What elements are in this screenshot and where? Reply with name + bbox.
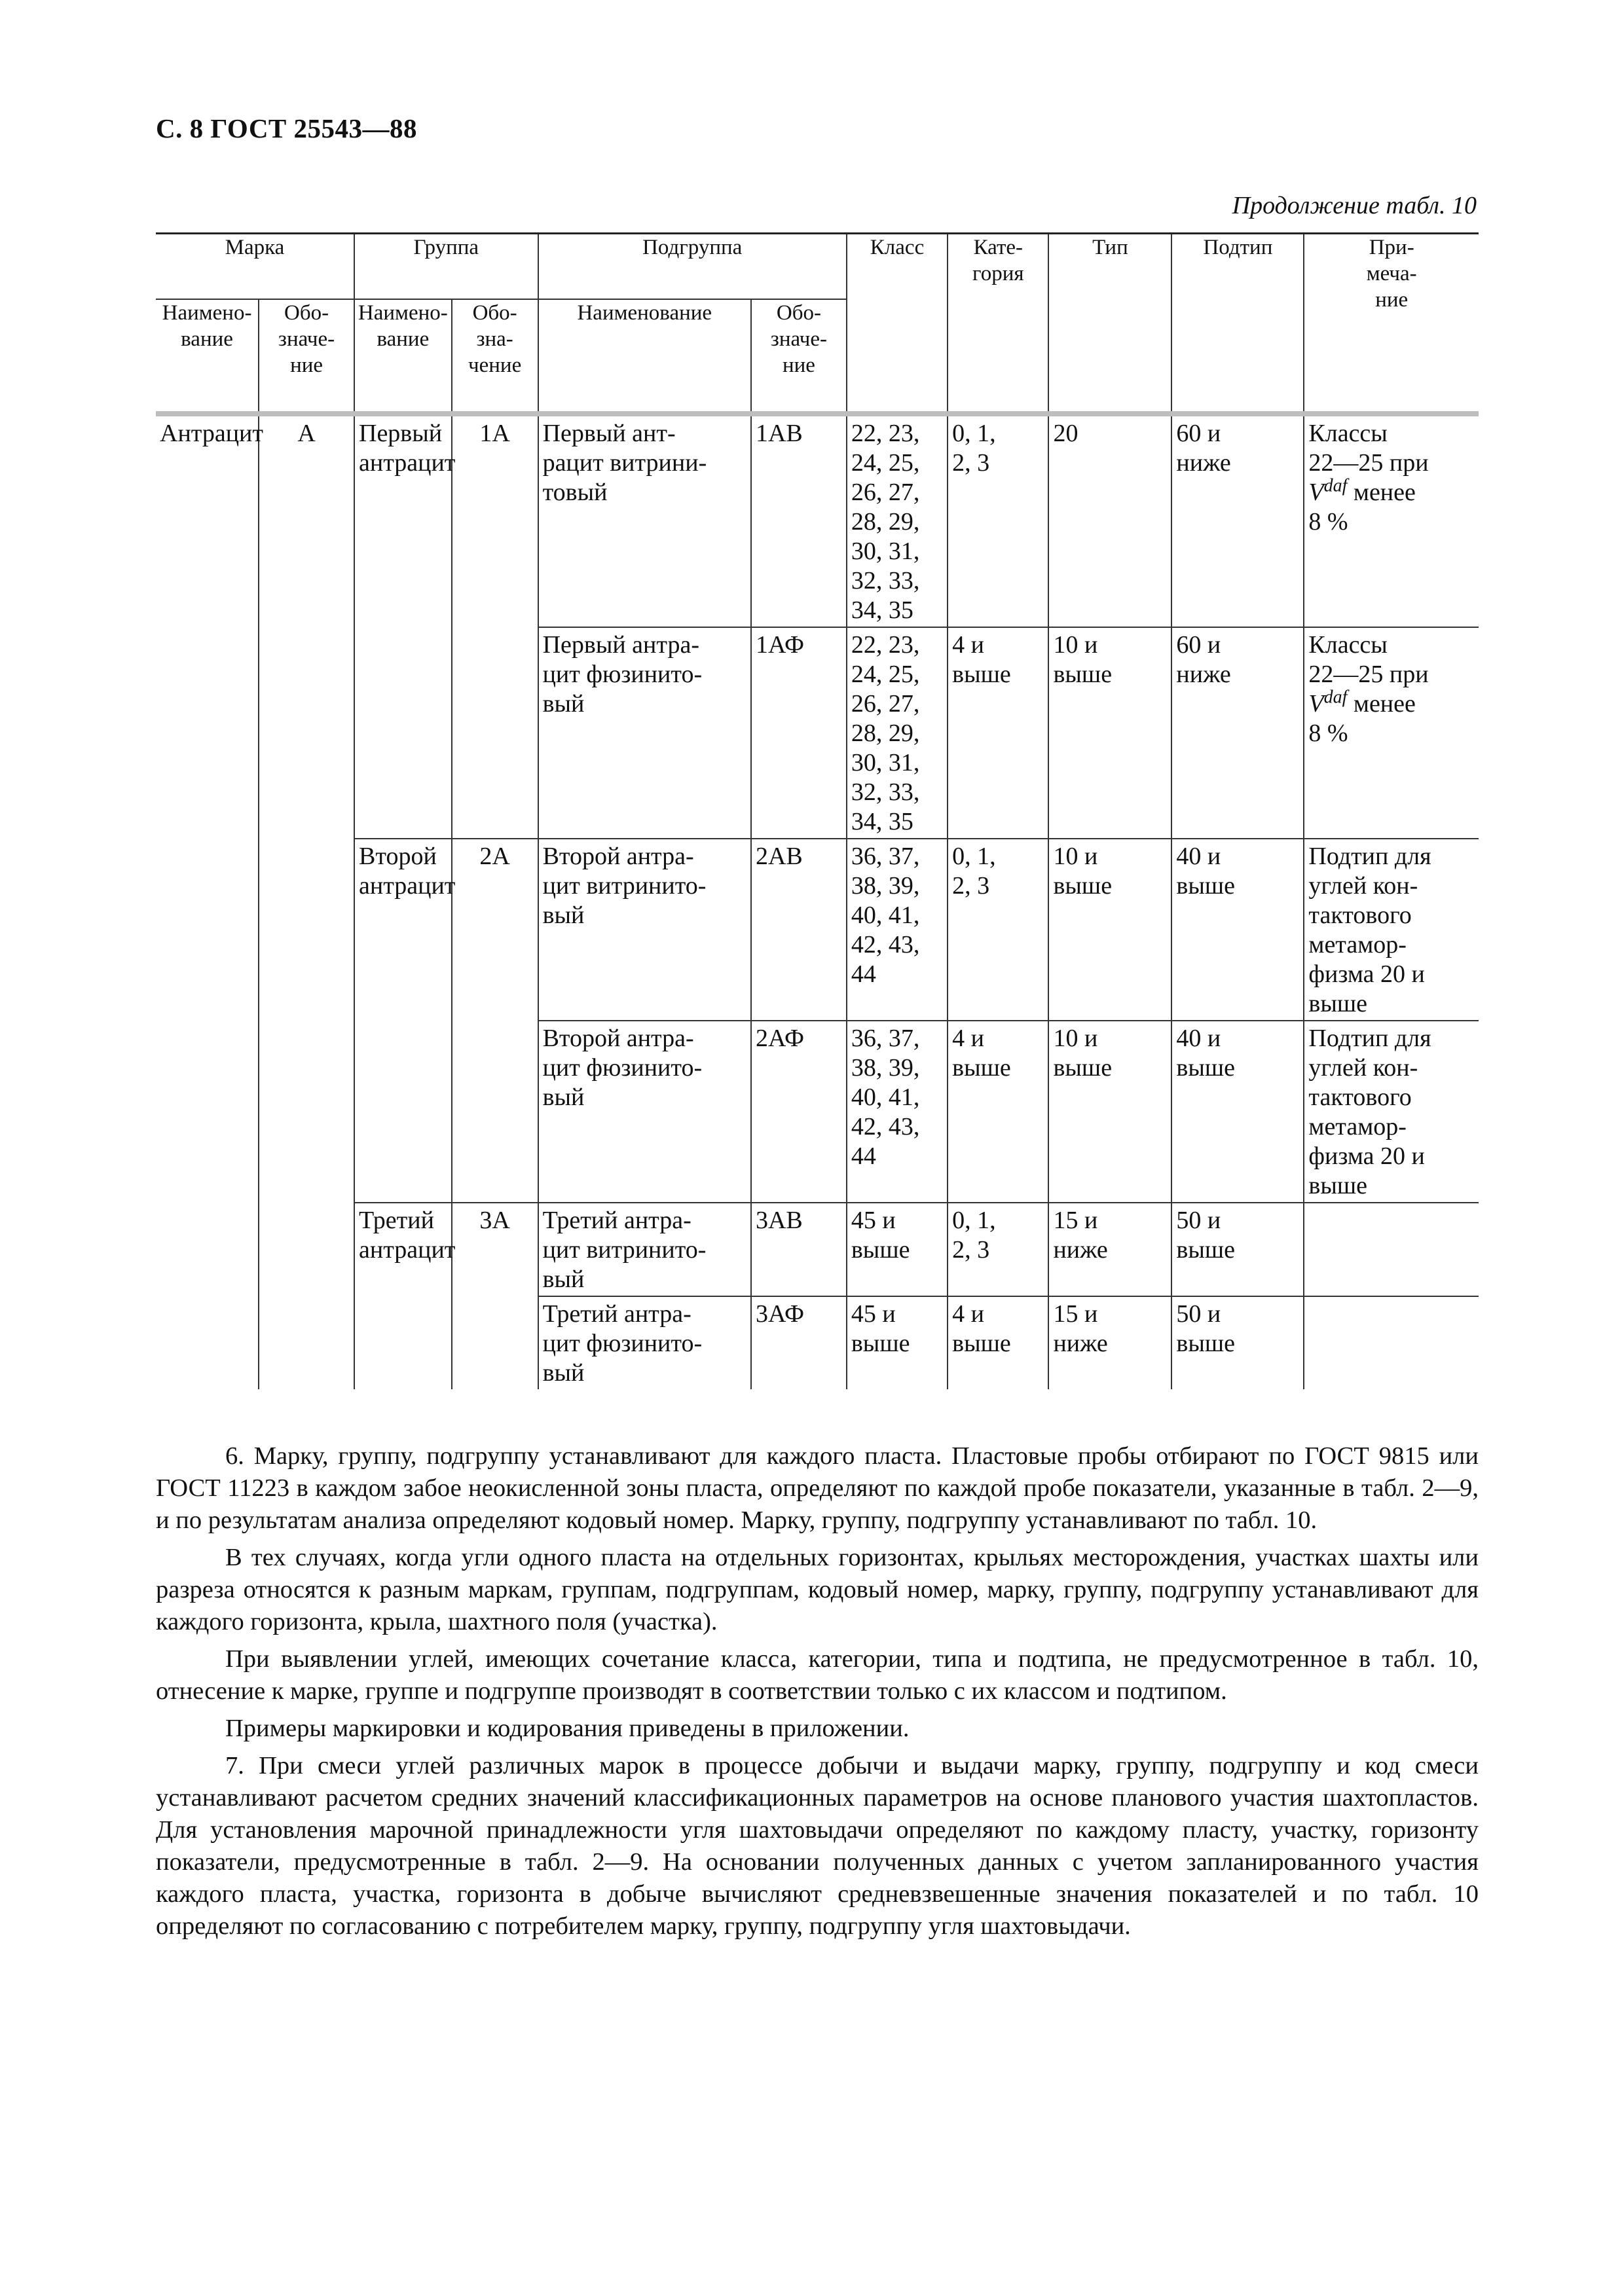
subgroup-code-cell: 1АФ [751,627,847,839]
header-marka-code: Обо- значе- ние [259,299,354,414]
subgroup-code-cell: 3АВ [751,1203,847,1296]
kategoriya-cell: 4 и выше [948,627,1048,839]
header-marka-name: Наимено- вание [156,299,259,414]
subgroup-name-cell: Первый антра- цит фюзинито- вый [538,627,751,839]
header-gruppa-code: Обо- зна- чение [452,299,538,414]
header-podgruppa-code: Обо- значе- ние [751,299,847,414]
group-name-cell: Второй антрацит [354,839,452,1203]
marka-name-cell: Антрацит [160,420,263,447]
header-podtip: Подтип [1171,234,1304,414]
klass-cell: 22, 23, 24, 25, 26, 27, 28, 29, 30, 31, 32, 33, 34, 35 [847,627,948,839]
subgroup-name-cell: Второй антра- цит витринито- вый [538,839,751,1021]
podtip-cell: 40 и выше [1171,839,1304,1021]
note-text: Классы 22—25 при [1308,420,1429,477]
subgroup-code-cell: 1АВ [751,414,847,627]
v-symbol: V [1308,690,1324,718]
subgroup-code-cell: 2АФ [751,1021,847,1203]
podtip-cell: 40 и выше [1171,1021,1304,1203]
table-caption: Продолжение табл. 10 [1232,192,1477,219]
header-podgruppa-name: Наименование [538,299,751,414]
table-row [156,839,1479,1021]
tip-cell: 20 [1048,414,1171,627]
tip-cell: 15 и ниже [1048,1296,1171,1389]
marka-code-cell: А [259,414,354,1389]
note-cell [1304,1296,1479,1389]
table-body [156,414,1479,1389]
note-cell [1304,414,1479,627]
paragraph: Примеры маркировки и кодирования приведены в приложении. [225,1715,910,1742]
table-header [156,234,1479,414]
note-cell: Подтип для углей кон- тактового метамор- физма 20 и выше [1304,839,1479,1021]
subgroup-name-cell: Второй антра- цит фюзинито- вый [538,1021,751,1203]
klass-cell: 45 и выше [847,1296,948,1389]
header-gruppa: Группа [354,234,538,300]
kategoriya-cell: 0, 1, 2, 3 [948,1203,1048,1296]
tip-cell: 15 и ниже [1048,1203,1171,1296]
header-kategoriya: Кате- гория [948,234,1048,414]
group-name-cell: Первый антрацит [354,414,452,839]
v-superscript: daf [1323,475,1348,496]
note-text: менее 8 % [1308,479,1416,536]
subgroup-name-cell: Третий антра- цит фюзинито- вый [538,1296,751,1389]
header-marka: Марка [156,234,354,300]
classification-table [156,232,1479,1389]
paragraph: 7. При смеси углей различных марок в процессе добычи и выдачи марку, группу, подгруппу и код смеси устанавливают расчетом средних значений классификационных параметров на основе планового участия шахтопластов. Для установления марочной принадлежности угля шахтовыдачи определяют по каждому пласту, участку, горизонту показатели, предусмотренные в табл. 2—9. На основании полученных данных с учетом запланированного участия каждого пласта, участка, горизонта в добыче вычисляют средневзвешенные значения показателей и по табл. 10 определяют по согласованию с потребителем марку, группу, подгруппу угля шахтовыдачи. [156,1752,1479,1940]
v-superscript: daf [1323,687,1348,708]
table-row [156,1203,1479,1296]
tip-cell: 10 и выше [1048,627,1171,839]
note-cell [1304,1203,1479,1296]
podtip-cell: 50 и выше [1171,1203,1304,1296]
subgroup-code-cell: 3АФ [751,1296,847,1389]
paragraph: В тех случаях, когда угли одного пласта на отдельных горизонтах, крыльях месторождения, участках шахты или разреза относятся к разным маркам, группам, подгруппам, кодовый номер, марку, группу, подгруппу устанавливают для каждого горизонта, крыла, шахтного поля (участка). [156,1544,1479,1635]
note-text: менее 8 % [1308,690,1416,747]
subgroup-code-cell: 2АВ [751,839,847,1021]
v-symbol: V [1308,479,1324,506]
note-cell: Подтип для углей кон- тактового метамор- физма 20 и выше [1304,1021,1479,1203]
klass-cell: 22, 23, 24, 25, 26, 27, 28, 29, 30, 31, 32, 33, 34, 35 [847,414,948,627]
header-podgruppa: Подгруппа [538,234,847,300]
header-klass: Класс [847,234,948,414]
header-primechanie: При- меча- ние [1304,234,1479,414]
podtip-cell: 50 и выше [1171,1296,1304,1389]
note-cell [1304,627,1479,839]
klass-cell: 36, 37, 38, 39, 40, 41, 42, 43, 44 [847,839,948,1021]
header-gruppa-name: Наимено- вание [354,299,452,414]
note-text: Классы 22—25 при [1308,631,1429,688]
subgroup-name-cell: Первый ант- рацит витрини- товый [538,414,751,627]
group-code-cell: 3А [452,1203,538,1389]
kategoriya-cell: 4 и выше [948,1021,1048,1203]
page-header: С. 8 ГОСТ 25543—88 [156,113,418,143]
group-code-cell: 1А [452,414,538,839]
paragraph: 6. Марку, группу, подгруппу устанавливают для каждого пласта. Пластовые пробы отбирают по ГОСТ 9815 или ГОСТ 11223 в каждом забое неокисленной зоны пласта, определяют по каждой пробе показатели, указанные в табл. 2—9, и по результатам анализа определяют кодовый номер. Марку, группу, подгруппу устанавливают по табл. 10. [156,1442,1479,1534]
klass-cell: 36, 37, 38, 39, 40, 41, 42, 43, 44 [847,1021,948,1203]
group-code-cell: 2А [452,839,538,1203]
podtip-cell: 60 и ниже [1171,627,1304,839]
kategoriya-cell: 0, 1, 2, 3 [948,839,1048,1021]
paragraph: При выявлении углей, имеющих сочетание класса, категории, типа и подтипа, не предусмотренное в табл. 10, отнесение к марке, группе и подгруппе производят в соответствии только с их классом и подтипом. [156,1645,1479,1705]
klass-cell: 45 и выше [847,1203,948,1296]
kategoriya-cell: 4 и выше [948,1296,1048,1389]
header-tip: Тип [1048,234,1171,414]
tip-cell: 10 и выше [1048,1021,1171,1203]
subgroup-name-cell: Третий антра- цит витринито- вый [538,1203,751,1296]
tip-cell: 10 и выше [1048,839,1171,1021]
podtip-cell: 60 и ниже [1171,414,1304,627]
kategoriya-cell: 0, 1, 2, 3 [948,414,1048,627]
group-name-cell: Третий антрацит [354,1203,452,1389]
table-row [156,414,1479,627]
body-text [156,1440,1479,1942]
